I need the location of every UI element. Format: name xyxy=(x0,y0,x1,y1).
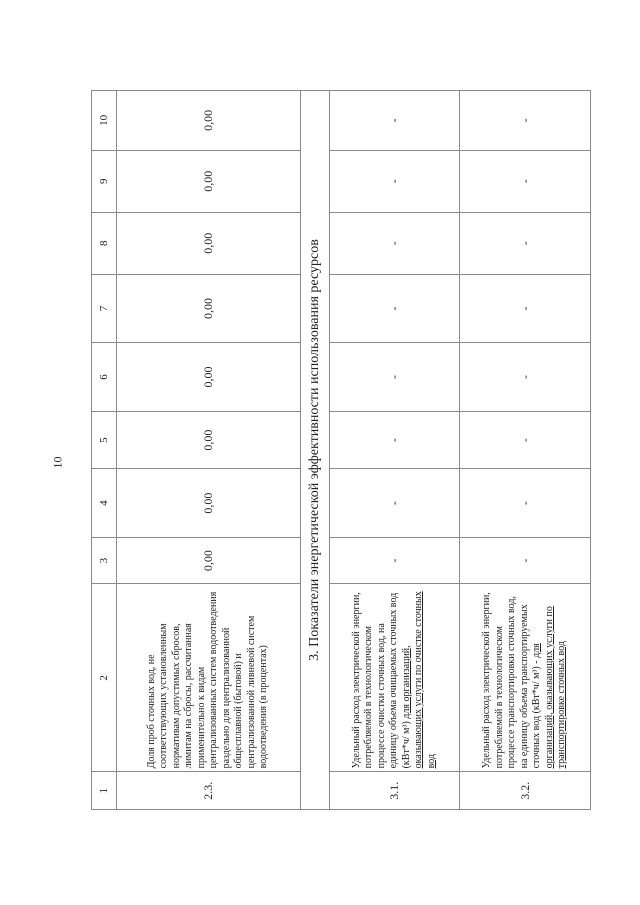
row-value: - xyxy=(329,537,460,583)
row-value: 0,00 xyxy=(117,469,301,538)
row-value: - xyxy=(329,150,460,212)
col-header: 2 xyxy=(92,584,117,772)
row-number: 3.1. xyxy=(329,772,460,810)
col-header: 9 xyxy=(92,150,117,212)
row-value: 0,00 xyxy=(117,150,301,212)
row-value: - xyxy=(460,150,591,212)
row-value: - xyxy=(460,274,591,343)
row-description-text: Удельный расход электрической энергии, потребляемой в технологическом процессе транспортировки сточных вод, на единицу объема транспортируемых сточных вод (кВт*ч/ м³) - xyxy=(481,592,543,769)
col-header: 7 xyxy=(92,274,117,343)
row-value: - xyxy=(460,411,591,469)
header-row xyxy=(92,91,117,810)
row-value: 0,00 xyxy=(117,537,301,583)
row-description xyxy=(460,584,591,772)
row-description-text: Удельный расход электрической энергии, потребляемой в технологическом процессе очистки сточных вод, на единицу объема очищаемых сточных вод (кВт*ч/ м³) xyxy=(350,592,412,769)
row-value: 0,00 xyxy=(117,411,301,469)
row-description: Доля проб сточных вод, не соответствующих установленным нормативам допустимых сбросов, лимитам на сбросы, рассчитанная применительно к видам централизованных систем водоотведения раздельно для централизованной общесплавной (бытовой) и централизованной ливневой систем водоотведения (в процентах) xyxy=(117,584,301,772)
row-value: 0,00 xyxy=(117,212,301,274)
col-header: 4 xyxy=(92,469,117,538)
row-value: - xyxy=(460,91,591,151)
row-value: - xyxy=(329,411,460,469)
col-header: 5 xyxy=(92,411,117,469)
col-header: 10 xyxy=(92,91,117,151)
table-row xyxy=(329,91,460,810)
page-number: 10 xyxy=(50,456,65,469)
table-row xyxy=(117,91,301,810)
indicator-table-wrapper xyxy=(91,90,591,810)
col-header: 3 xyxy=(92,537,117,583)
col-header: 1 xyxy=(92,772,117,810)
row-value: 0,00 xyxy=(117,343,301,412)
row-value: - xyxy=(460,212,591,274)
section-title: 3. Показатели энергетической эффективности использования ресурсов xyxy=(300,91,329,810)
col-header: 6 xyxy=(92,343,117,412)
row-value: - xyxy=(460,469,591,538)
table-row xyxy=(460,91,591,810)
row-value: - xyxy=(329,343,460,412)
row-value: - xyxy=(329,469,460,538)
row-number: 2.3. xyxy=(117,772,301,810)
row-description xyxy=(329,584,460,772)
row-value: - xyxy=(329,91,460,151)
col-header: 8 xyxy=(92,212,117,274)
row-description-scope: для организаций, оказывающих услуги по транспортировке сточных вод xyxy=(531,606,568,769)
row-value: 0,00 xyxy=(117,274,301,343)
row-value: - xyxy=(329,212,460,274)
row-description-scope: для организаций, оказывающих услуги по очистке сточных вод xyxy=(400,591,437,769)
row-number: 3.2. xyxy=(460,772,591,810)
row-value: - xyxy=(460,537,591,583)
row-value: - xyxy=(460,343,591,412)
indicator-table xyxy=(91,90,591,810)
section-row xyxy=(300,91,329,810)
row-value: - xyxy=(329,274,460,343)
row-value: 0,00 xyxy=(117,91,301,151)
